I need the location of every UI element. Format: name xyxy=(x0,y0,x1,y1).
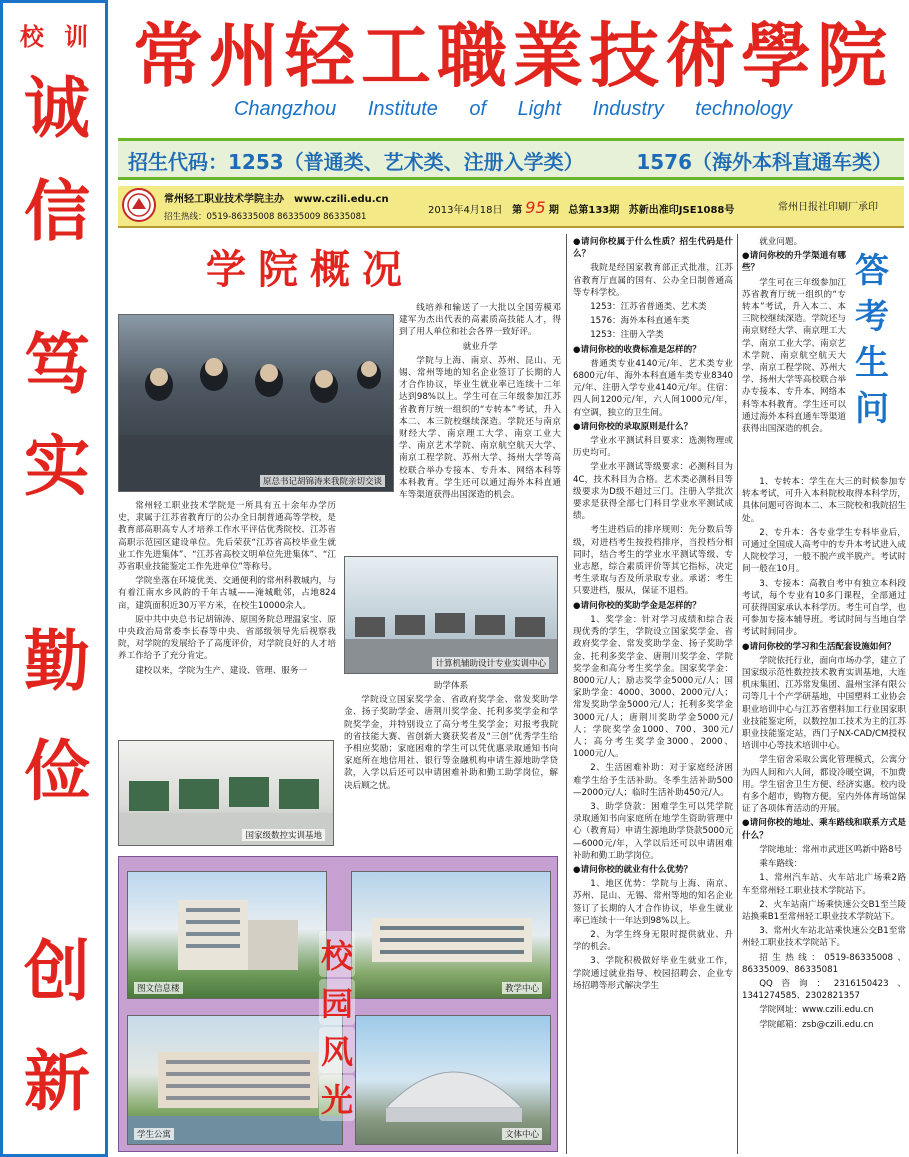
col-employment xyxy=(399,302,561,503)
paragraph: 常州轻工职业技术学院是一所具有五十余年办学历史，隶属于江苏省教育厅的公办全日制普通高等学校，是教育部高职高专人才培养工作水平评估优秀院校、江苏省高职示范园区建设单位。先后荣获“江苏省高校毕业生就业工作先进集体”、“江苏省高校文明单位先进集体”、“江苏省职业技能鉴定工作先进单位”等称号。 xyxy=(118,501,336,573)
subheading-financial-aid: 助学体系 xyxy=(433,681,469,691)
campus-title-char: 校 xyxy=(319,931,355,977)
issue-date: 2013年4月18日 xyxy=(428,205,503,216)
answer: 普通类专业4140元/年、艺术类专业6800元/年、海外本科直通车类专业8340元/年、注册入学专业4140元/年。住宿：四人间1200元/年，六人间1000元/年，有空调，独立的卫生间。 xyxy=(573,358,733,418)
motto-char: 新 xyxy=(24,1042,90,1120)
answer: 2、为学生终身无限时提供就业、升学的机会。 xyxy=(573,929,733,953)
enrollment-code-primary: 招生代码：1253（普通类、艺术类、注册入学类） xyxy=(128,150,584,174)
answer: 考生进档后的排序规则：先分数后等级，对进档考生按投档排序，当投档分相同时，结合考生的学业水平测试等级、专业志愿，综合素质评价等其它指标，决定考生录取与否及所录取专业。承诺：考生只要进档，服从，保证不退档。 xyxy=(573,525,733,597)
enrollment-code-band xyxy=(118,138,904,180)
photo-teaching-center xyxy=(351,871,551,999)
issue-prefix: 第 xyxy=(512,205,523,216)
campus-title-char: 园 xyxy=(319,979,355,1025)
col-qa-2-top xyxy=(742,236,846,437)
answer: 3、专接本：高教自考中有独立本科段考试，每个专业有10多门课程，全部通过可获得国家承认本科学历。考生可自学，也可参加专接本辅导班。考试时间与当地自学考试时间同步。 xyxy=(742,578,906,638)
issue-info xyxy=(428,198,734,217)
answer: 学业水平测试等级要求：必测科目为4C，技术科目为合格。艺术类必测科目等级要求为D级不超过三门。注册入学批次要求是获得全部七门科目学业水平测试成绩。 xyxy=(573,462,733,522)
issue-number: 95 xyxy=(525,198,546,217)
motto-char: 信 xyxy=(24,172,90,250)
photo-caption: 国家级数控实训基地 xyxy=(242,829,325,841)
qa-title-char: 生 xyxy=(855,343,889,383)
answer: 3、学院积极做好毕业生就业工作，学院通过就业指导、校园招聘会、企业专场招聘等形式解决学生 xyxy=(573,956,733,991)
motto-title: 校 训 xyxy=(19,22,95,51)
question: ●请问你校属于什么性质？招生代码是什么？ xyxy=(573,237,733,260)
campus-title-char: 光 xyxy=(319,1075,355,1121)
paragraph: 线培养和输送了一大批以全国劳模邓建军为杰出代表的高素质高技能人才，得到了用人单位和社会各界一致好评。 xyxy=(399,303,561,338)
question: ●请问你校的地址、乘车路线和联系方式是什么？ xyxy=(742,818,906,841)
answer: 1、常州汽车站、火车站北广场乘2路车至常州轻工职业技术学院站下。 xyxy=(742,873,906,896)
contact-website: 学院网址：www.czili.edu.cn xyxy=(759,1005,874,1016)
total-issue: 总第133期 xyxy=(568,205,620,216)
paragraph: 建校以来，学院为生产、建设、管理、服务一 xyxy=(135,665,308,676)
photo-library-building xyxy=(127,871,327,999)
col-intro xyxy=(118,500,336,679)
answer: 我院是经国家教育部正式批准，江苏省教育厅直属的国有、公办全日制普通高等专科学校。 xyxy=(573,263,733,298)
answer: 1、专转本：学生在大三的时候参加专转本考试，可升入本科院校取得本科学历，具体问题可咨询本二、本三院校和我院招生处。 xyxy=(742,477,906,524)
motto-char: 创 xyxy=(24,932,90,1010)
col-financial-aid xyxy=(344,678,558,794)
answer: 1253：江苏省普通类、艺术类 xyxy=(590,302,707,313)
enrollment-code-overseas: 1576（海外本科直通车类） xyxy=(636,150,892,174)
contact-qq: QQ咨询：2316150423、1341274585、2302821357 xyxy=(742,978,906,1002)
question: ●请问你校的收费标准是怎样的？ xyxy=(573,344,701,355)
question: ●请问你校的升学渠道有哪些？ xyxy=(742,251,846,274)
college-logo-icon xyxy=(122,188,156,222)
photo-leader-visit xyxy=(118,314,394,492)
answer: 1、奖学金：针对学习成绩和综合表现优秀的学生，学院设立国家奖学金、省政府奖学金、常发奖助学金、扬子奖助学金、托利多奖学金、唐荆川奖学金、学院奖学金和高分考生奖学金。国家奖学金：8000元/人；励志奖学金5000元/人；国家助学金：4000、3000、2000元/人；常发奖助学金5000元/人；托利多奖学金3000元/人；唐荆川奖助学金5000元/人；学院奖学金1000、700、300元/人；高分考生奖学金3000、2000、1000元/人。 xyxy=(573,614,733,760)
motto-char: 俭 xyxy=(24,732,90,810)
masthead xyxy=(118,186,904,228)
contact-email: 学院邮箱：zsb@czili.edu.cn xyxy=(759,1019,874,1030)
paragraph: 学院坐落在环境优美、交通便利的常州科教城内，与有着江南水乡风韵的千年古城——淹城毗邻，占地824亩，建筑面积近30万平方米，在校生10000余人。 xyxy=(118,576,336,611)
motto-char: 诚 xyxy=(24,69,90,147)
answer: 1、地区优势：学院与上海、南京、苏州、昆山、无锡、常州等地的知名企业签订了长期的人才合作协议，毕业生就业率已连续十一年达到98%以上。 xyxy=(573,879,733,926)
photo-caption: 学生公寓 xyxy=(134,1128,174,1140)
answer: 3、常州火车站北站乘快速公交B1至常州轻工职业技术学院站下。 xyxy=(742,926,906,949)
motto-char: 笃 xyxy=(24,325,90,403)
qa-section-title xyxy=(852,248,892,432)
answer: 乘车路线： xyxy=(759,859,803,870)
col-qa-1 xyxy=(573,236,733,994)
question: ●请问你校的学习和生活配套设施如何？ xyxy=(742,641,896,652)
answer: 学生可在三年级参加江苏省教育厅统一组织的“专转本”考试，升入本二、本三院校继续深造。学院还与南京财经大学、南京理工大学、南京工业大学、南京艺术学院、南京航空航天大学、南京工程学院、苏州大学、扬州大学等高校联合举办专接本、专升本、网络本科等本科教育。学生还可以通过海外本科直通车等渠道获得出国深造的机会。 xyxy=(742,277,846,435)
photo-caption: 文体中心 xyxy=(502,1128,542,1140)
answer: 3、助学贷款：困难学生可以凭学院录取通知书向家庭所在地学生资助管理中心（教育局）申请生源地助学贷款5000元—6000元/年，入学以后还可以申请困难补助和勤工助学岗位。 xyxy=(573,801,733,861)
answer: 2、火车站南广场乘快速公交B1至兰陵站换乘B1至常州轻工职业技术学院站下。 xyxy=(742,899,906,922)
photo-sports-center xyxy=(355,1015,551,1145)
sponsor-line: 常州轻工职业技术学院主办 www.czili.edu.cn xyxy=(164,194,389,205)
print-permit: 苏新出准印JSE1088号 xyxy=(628,205,735,216)
question: ●请问你校的就业有什么优势？ xyxy=(573,864,693,875)
paragraph: 原中共中央总书记胡锦涛、原国务院总理温家宝、原中央政治局常委李长春等中央、省部级领导先后视察我院，对学院的发展给予了高度评价，对学院良好的人才培养工作给予了充分肯定。 xyxy=(118,614,336,662)
newspaper-title: 常州轻工職業技術學院 xyxy=(133,14,893,97)
column-divider xyxy=(566,234,567,1154)
campus-title-char: 风 xyxy=(319,1027,355,1073)
motto-char: 实 xyxy=(24,427,90,505)
paragraph: 学院设立国家奖学金、省政府奖学金、常发奖助学金、扬子奖助学金、唐荆川奖学金、托利多奖学金和学院奖学金，并特别设立了高分考生奖学金；对报考我院的省技能大赛、省创新大赛获奖者及“三创”优秀学生给予相应奖励；家庭困难的学生可以凭优惠录取通知书向家庭所在地信用社、银行等金融机构申请生源地助学贷款，入学以后还可以申请困难补助和勤工助学岗位，解决后顾之忧。 xyxy=(344,695,558,791)
subheading-employment: 就业升学 xyxy=(462,341,498,352)
qa-title-char: 答 xyxy=(855,251,889,291)
printer-credit: 常州日报社印刷厂承印 xyxy=(778,202,878,213)
newspaper-title-english: Changzhou Institute of Light Industry technology xyxy=(233,98,793,120)
answer: 2、生活困难补助：对于家庭经济困难学生给予生活补助。冬季生活补助500—2000元/人；临时生活补助450元/人。 xyxy=(573,763,733,798)
answer: 2、专升本：各专业学生专科毕业后，可通过全国成人高考中的专升本考试进入成人院校学习，一般不脱产或半脱产。考试时间一般在10月。 xyxy=(742,527,906,575)
contact-hotline: 招生热线：0519-86335008、86335009、86335081 xyxy=(742,952,906,975)
column-divider xyxy=(737,234,738,1154)
col-qa-2 xyxy=(742,476,906,1033)
paragraph: 学院与上海、南京、苏州、昆山、无锡、常州等地的知名企业签订了长期的人才合作协议，毕业生就业率已连续十二年达到98%以上。学生可在三年级参加江苏省教育厅统一组织的“专转本”考试，升入本二、本三院校继续深造。学院还与南京财经大学、南京理工大学、南京工业大学、南京艺术学院、南京航空航天大学、南京工程学院、苏州大学、扬州大学等高校联合举办专接本、专升本、网络本科等本科教育。学生还可以通过海外本科直通车等渠道获得出国深造的机会。 xyxy=(399,355,561,501)
photo-student-apartments xyxy=(127,1015,343,1145)
qa-title-char: 问 xyxy=(855,389,889,429)
section-title: 学院概况 xyxy=(206,247,414,293)
campus-scenery-panel xyxy=(118,856,558,1152)
answer: 学院地址：常州市武进区鸣新中路8号 xyxy=(759,844,903,855)
answer: 1576：海外本科直通车类 xyxy=(590,316,690,327)
answer: 1253：注册入学类 xyxy=(590,330,664,341)
answer: 就业问题。 xyxy=(759,237,803,247)
answer: 学生宿舍采取公寓化管理模式，公寓分为四人间和六人间，都设冷暖空调，不加费用。学生宿舍卫生方便、经济实惠。校内设有多个超市，购物方便。室内外体育场馆保证了各项体育活动的开展。 xyxy=(742,755,906,815)
photo-caption: 计算机辅助设计专业实训中心 xyxy=(432,657,549,669)
answer: 学业水平测试科目要求：选测物理或历史均可。 xyxy=(573,436,733,459)
issue-suffix: 期 xyxy=(548,205,559,216)
photo-caption: 教学中心 xyxy=(502,982,542,994)
hotline-line: 招生热线：0519-86335008 86335009 86335081 xyxy=(164,212,367,222)
photo-caption: 图文信息楼 xyxy=(134,982,183,994)
answer: 学院依托行业，面向市场办学，建立了国家级示范性数控技术教育实训基地，大连机床集团、江苏常发集团、温州宝泽有限公司等几十个产学研基地，中国塑料工业协会职业培训中心与江苏省塑料加工行业国家职业技能鉴定所，以数控加工技术为主的江苏职业技能鉴定站，西门子NX-CAD/CM授权培训中心等技术培训中心。 xyxy=(742,655,906,752)
question: ●请问你校的录取原则是什么？ xyxy=(573,421,693,432)
qa-title-char: 考 xyxy=(855,297,889,337)
question: ●请问你校的奖助学金是怎样的？ xyxy=(573,600,701,611)
photo-cnc-training xyxy=(118,740,334,846)
photo-computer-lab xyxy=(344,556,558,674)
motto-char: 勤 xyxy=(24,622,90,700)
photo-caption: 原总书记胡锦涛来我院亲切交谈 xyxy=(260,475,385,487)
motto-bar xyxy=(0,0,108,1157)
